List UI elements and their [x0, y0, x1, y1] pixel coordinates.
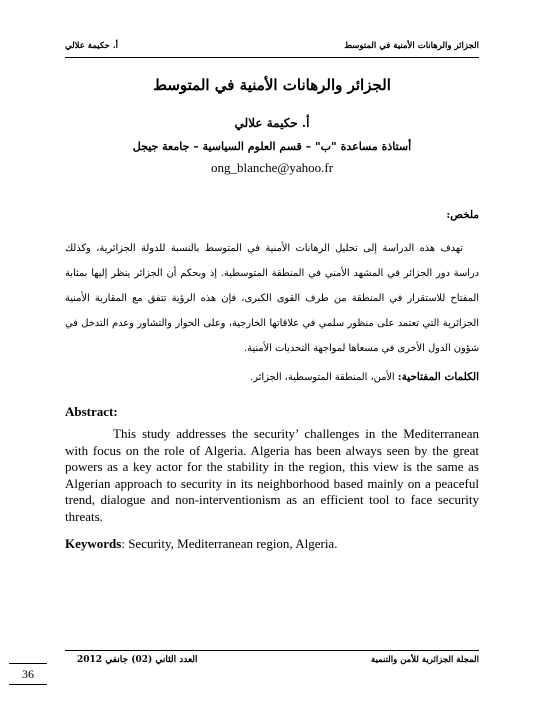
page-number-box [9, 663, 47, 685]
header-rule [65, 57, 479, 58]
running-header [65, 41, 479, 57]
english-keywords-label: Keywords [65, 536, 122, 551]
arabic-abstract-heading: ملخص: [446, 209, 479, 221]
header-author: أ. حكيمة علالي [65, 41, 119, 51]
page-number: 36 [22, 667, 34, 681]
header-journal-title: الجزائر والرهانات الأمنية في المتوسط [344, 41, 479, 51]
arabic-keywords [65, 371, 479, 383]
footer-issue: العدد الثاني (02) جانفي 2012 [77, 655, 198, 665]
running-footer [65, 655, 479, 671]
author-name: أ. حكيمة علالي [234, 116, 310, 130]
page-number-bottom-rule [9, 684, 47, 685]
arabic-keywords-list: الأمن، المنطقة المتوسطية، الجزائر. [250, 372, 395, 383]
arabic-keywords-label: الكلمات المفتاحية: [397, 371, 479, 383]
english-keywords [65, 536, 479, 552]
footer-journal-name: المجلة الجزائرية للأمن والتنمية [371, 655, 479, 665]
author-email: ong_blanche@yahoo.fr [210, 160, 334, 175]
english-keywords-list: : Security, Mediterranean region, Algeria. [121, 536, 338, 551]
footer-rule [65, 650, 479, 651]
author-affiliation: أستاذة مساعدة "ب" – قسم العلوم السياسية – جامعة جيجل [132, 140, 412, 153]
paper-title: الجزائر والرهانات الأمنية في المتوسط [153, 76, 391, 94]
english-abstract-text: This study addresses the security’ challenges in the Mediterranean with focus on the role of Algeria. Algeria has been always seen by the great powers as a key actor for the stability in the region, this view is the same as Algerian approach to security in its neighborhood based mainly on a peaceful trend, dialogue and non-interventionism as an efficient tool to face security threats. [65, 426, 479, 524]
page-number-top-rule [9, 663, 47, 664]
english-abstract-heading: Abstract: [65, 404, 118, 419]
arabic-abstract-text: تهدف هذه الدراسة إلى تحليل الرهانات الأمنية في المتوسط بالنسبة للدولة الجزائرية، وكذلك دراسة دور الجزائر في المشهد الأمني في المنطقة المتوسطية. إذ وبحكم أن الجزائر ينظر إليها بمثابة المفتاح للاستقرار في المنطقة من طرف القوى الكبرى، فإن هذه الرؤية تتفق مع المقاربة الأمنية الجزائرية التي تعتمد على منظور سلمي في علاقاتها الخارجية، وعلى الحوار والتشاور وعدم التدخل في شؤون الدول الأخرى في مسعاها لمواجهة التحديات الأمنية. [65, 243, 479, 354]
